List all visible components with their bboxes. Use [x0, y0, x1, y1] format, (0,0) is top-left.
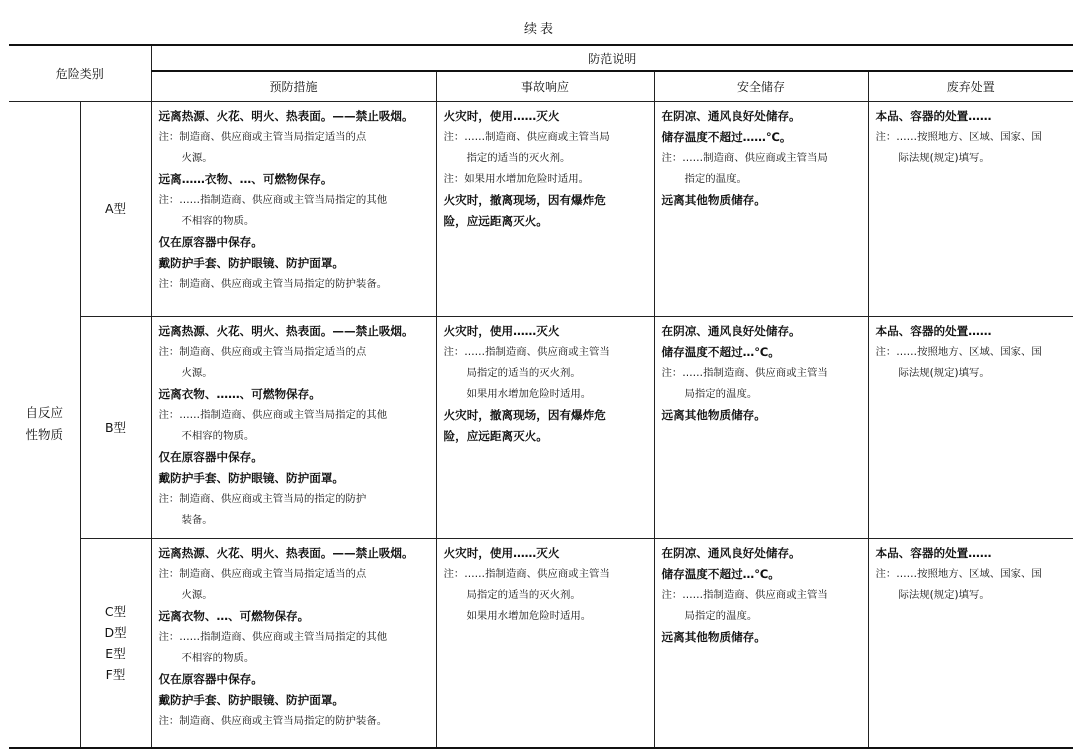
- text-line: 戴防护手套、防护眼镜、防护面罩。: [158, 692, 345, 707]
- prevention-cell: [151, 101, 436, 316]
- cell-content: [655, 102, 868, 211]
- type-label: E型: [105, 645, 126, 661]
- note-line: 局指定的温度。: [684, 387, 758, 400]
- note-line: 注：……指制造商、供应商或主管当局指定的其他: [158, 408, 388, 421]
- note-line: 如果用水增加危险时适用。: [466, 609, 592, 622]
- note-line: 注：……制造商、供应商或主管当局: [661, 151, 828, 164]
- text-line: 险，应远距离灭火。: [443, 213, 548, 228]
- table-row: [9, 101, 1073, 316]
- header-col-response: 事故响应: [436, 71, 654, 101]
- note-line: 火源。: [181, 366, 213, 379]
- header-col-disposal: 废弃处置: [868, 71, 1073, 101]
- disposal-cell: [868, 316, 1073, 538]
- text-line: 戴防护手套、防护眼镜、防护面罩。: [158, 255, 345, 270]
- note-line: 注：……按照地方、区域、国家、国: [875, 345, 1042, 358]
- text-line: 险，应远距离灭火。: [443, 428, 548, 443]
- text-line: 在阴凉、通风良好处储存。: [661, 545, 801, 560]
- text-line: 本品、容器的处置……: [875, 545, 992, 560]
- header-group: 防范说明: [151, 45, 1073, 71]
- text-line: 在阴凉、通风良好处储存。: [661, 108, 801, 123]
- page-title: 续表: [523, 22, 556, 37]
- note-line: 注：制造商、供应商或主管当局指定的防护装备。: [158, 714, 388, 727]
- table-row: [9, 538, 1073, 748]
- text-line: 仅在原容器中保存。: [158, 234, 263, 249]
- note-line: 注：……指制造商、供应商或主管当局指定的其他: [158, 193, 388, 206]
- disposal-cell: [868, 538, 1073, 748]
- text-line: 远离其他物质储存。: [661, 407, 766, 422]
- text-line: 本品、容器的处置……: [875, 108, 992, 123]
- table-row: [9, 316, 1073, 538]
- category-line-1: 自反应: [25, 405, 63, 421]
- cell-content: [437, 102, 654, 232]
- text-line: 火灾时，撤离现场，因有爆炸危: [443, 407, 606, 422]
- text-line: 火灾时，使用……灭火: [443, 545, 560, 560]
- note-line: 装备。: [181, 513, 213, 526]
- type-cell: [80, 538, 151, 748]
- text-line: 储存温度不超过…℃。: [661, 344, 780, 359]
- type-label: C型: [104, 603, 127, 619]
- disposal-cell: [868, 101, 1073, 316]
- cell-content: [152, 317, 436, 531]
- text-line: 储存温度不超过……℃。: [661, 129, 792, 144]
- text-line: 储存温度不超过…℃。: [661, 566, 780, 581]
- category-line-2: 性物质: [25, 427, 63, 443]
- note-line: 局指定的适当的灭火剂。: [466, 588, 581, 601]
- cell-content: [437, 539, 654, 627]
- text-line: 本品、容器的处置……: [875, 323, 992, 338]
- note-line: 如果用水增加危险时适用。: [466, 387, 592, 400]
- cell-content: [152, 102, 436, 295]
- storage-cell: [654, 538, 868, 748]
- text-line: 火灾时，撤离现场，因有爆炸危: [443, 192, 606, 207]
- text-line: 远离热源、火花、明火、热表面。——禁止吸烟。: [158, 323, 414, 338]
- type-cell: [80, 316, 151, 538]
- note-line: 注：……指制造商、供应商或主管当: [443, 567, 610, 580]
- precaution-table: [9, 44, 1073, 749]
- note-line: 局指定的适当的灭火剂。: [466, 366, 581, 379]
- text-line: 远离热源、火花、明火、热表面。——禁止吸烟。: [158, 545, 414, 560]
- text-line: 仅在原容器中保存。: [158, 671, 263, 686]
- type-label: A型: [104, 201, 127, 216]
- note-line: 注：制造商、供应商或主管当局指定适当的点: [158, 567, 367, 580]
- cell-content: [655, 539, 868, 648]
- cell-content: [869, 102, 1074, 169]
- note-line: 指定的温度。: [684, 172, 747, 185]
- header-category: 危险类别: [9, 45, 151, 101]
- cell-content: [655, 317, 868, 426]
- note-line: 火源。: [181, 588, 213, 601]
- note-line: 注：……按照地方、区域、国家、国: [875, 567, 1042, 580]
- note-line: 注：……指制造商、供应商或主管当: [661, 366, 828, 379]
- text-line: 远离热源、火花、明火、热表面。——禁止吸烟。: [158, 108, 414, 123]
- note-line: 局指定的温度。: [684, 609, 758, 622]
- text-line: 远离衣物、……、可燃物保存。: [158, 386, 321, 401]
- header-col-prevention: 预防措施: [151, 71, 436, 101]
- note-line: 注：制造商、供应商或主管当局的指定的防护: [158, 492, 367, 505]
- note-line: 不相容的物质。: [181, 214, 255, 227]
- note-line: 火源。: [181, 151, 213, 164]
- text-line: 火灾时，使用……灭火: [443, 108, 560, 123]
- note-line: 不相容的物质。: [181, 429, 255, 442]
- response-cell: [436, 538, 654, 748]
- note-line: 注：……按照地方、区域、国家、国: [875, 130, 1042, 143]
- header-col-storage: 安全储存: [654, 71, 868, 101]
- prevention-cell: [151, 538, 436, 748]
- cell-content: [437, 317, 654, 447]
- note-line: 注：如果用水增加危险时适用。: [443, 172, 589, 185]
- note-line: 不相容的物质。: [181, 651, 255, 664]
- text-line: 在阴凉、通风良好处储存。: [661, 323, 801, 338]
- text-line: 远离……衣物、…、可燃物保存。: [158, 171, 333, 186]
- note-line: 际法规(规定)填写。: [898, 588, 990, 601]
- response-cell: [436, 316, 654, 538]
- category-cell: [9, 101, 80, 748]
- note-line: 注：……指制造商、供应商或主管当: [443, 345, 610, 358]
- note-line: 注：……指制造商、供应商或主管当: [661, 588, 828, 601]
- note-line: 注：制造商、供应商或主管当局指定适当的点: [158, 130, 367, 143]
- prevention-cell: [151, 316, 436, 538]
- note-line: 际法规(规定)填写。: [898, 366, 990, 379]
- storage-cell: [654, 101, 868, 316]
- text-line: 远离其他物质储存。: [661, 192, 766, 207]
- cell-content: [869, 539, 1074, 606]
- type-label: B型: [104, 419, 127, 435]
- type-label: F型: [105, 666, 126, 682]
- text-line: 戴防护手套、防护眼镜、防护面罩。: [158, 470, 345, 485]
- note-line: 际法规(规定)填写。: [898, 151, 990, 164]
- storage-cell: [654, 316, 868, 538]
- note-line: 注：制造商、供应商或主管当局指定适当的点: [158, 345, 367, 358]
- cell-content: [869, 317, 1074, 384]
- text-line: 远离其他物质储存。: [661, 629, 766, 644]
- type-cell: [80, 101, 151, 316]
- note-line: 注：……制造商、供应商或主管当局: [443, 130, 610, 143]
- note-line: 指定的适当的灭火剂。: [466, 151, 571, 164]
- text-line: 仅在原容器中保存。: [158, 449, 263, 464]
- text-line: 远离衣物、…、可燃物保存。: [158, 608, 310, 623]
- response-cell: [436, 101, 654, 316]
- text-line: 火灾时，使用……灭火: [443, 323, 560, 338]
- note-line: 注：……指制造商、供应商或主管当局指定的其他: [158, 630, 388, 643]
- note-line: 注：制造商、供应商或主管当局指定的防护装备。: [158, 277, 388, 290]
- type-label: D型: [104, 624, 127, 640]
- cell-content: [152, 539, 436, 732]
